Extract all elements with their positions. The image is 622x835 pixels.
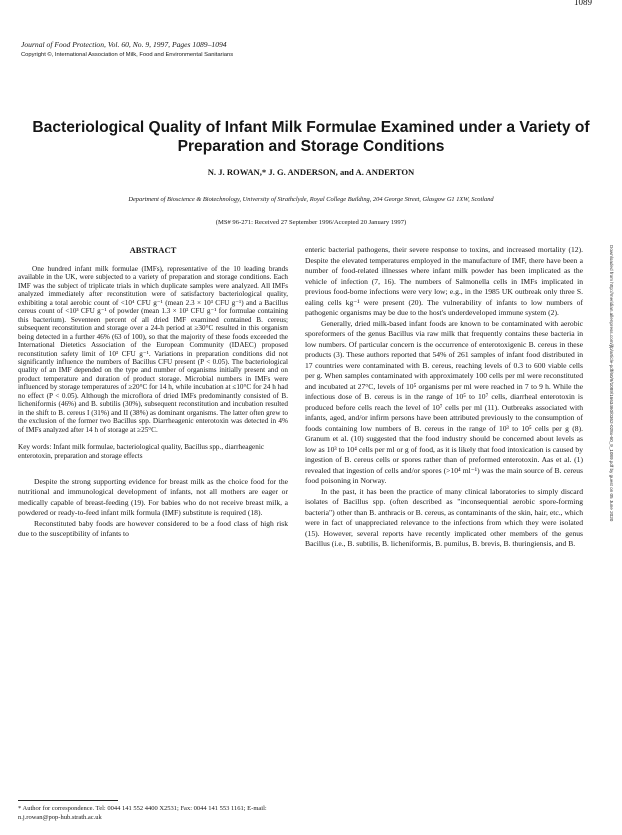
download-watermark: Downloaded from http://meridian.allenpress.com/jfp/article-pdf/60/9/1089/1663460/0362-028x-60_9_1089.pdf by guest on 05 June 2020 (609, 245, 614, 522)
body-paragraph: Despite the strong supporting evidence for breast milk as the choice food for the nutritional and immunological development of infants, not all mothers are eager or medically capable of breast-feeding (19). For babies who do not receive breast milk, a powdered or ready-to-feed infant milk formula (IMF) substitute is required (18). (18, 476, 288, 518)
footnote-rule (18, 800, 118, 801)
left-column (18, 245, 288, 540)
body-paragraph: enteric bacterial pathogens, their severe response to toxins, and increased mortality (12). Despite the elevated temperatures employed in the manufacture of IMF, there have been a number of food-related illnesses where infant milk powder has been implicated as the vehicle of infection (7, 16). The numbers of Salmonella cells in IMFs implicated in previous food-borne infections were very low; e.g., in the 1985 UK outbreak only three S. ealing cells kg⁻¹ were present (20). The vulnerability of infants to low numbers of pathogenic organisms may be due to the host's underdeveloped immune system (2). (305, 245, 583, 317)
footnote-area (18, 800, 288, 822)
journal-citation: Journal of Food Protection, Vol. 60, No. 9, 1997, Pages 1089–1094 (21, 40, 227, 49)
corresponding-author-footnote: * Author for correspondence. Tel: 0044 141 552 4400 X2531; Fax: 0044 141 553 1161; E-mail: n.j.rowan@pop-hub.strath.ac.uk (18, 805, 267, 821)
keywords: Key words: Infant milk formulae, bacteriological quality, Bacillus spp., diarrheagenic enterotoxin, preparation and storage effects (18, 443, 265, 460)
author-list: N. J. ROWAN,* J. G. ANDERSON, and A. ANDERTON (207, 167, 415, 177)
body-paragraph: Generally, dried milk-based infant foods are known to be contaminated with aerobic sporeformers of the genus Bacillus via raw milk that frequently contains these bacteria in low numbers. Of particular concern is the occurrence of enterotoxigenic B. cereus in these products (3). These authors reported that 54% of 261 samples of infant food distributed in 17 countries were contaminated with B. cereus, reaching levels of 0.3 to 600 viable cells per g. When samples contaminated with approximately 100 cells per ml were reconstituted and incubated at 27°C, levels of 10⁵ organisms per ml were reached in 7 to 9 h. While the infectious dose of B. cereus is in the range of 10⁵ to 10⁷ cells, diarrheal enterotoxin is produced before cells reach the level of 10⁷ cells per ml (11). Outbreaks associated with infants, aged, and/or infirm persons have been attributed previously to the consumption of foods containing low numbers of B. cereus in the range of 10³ to 10⁵ cells per g (8). Granum et al. (10) suggested that the food industry should be concerned about levels as low as 10³ to 10⁴ cells per ml or g of food, as it is likely that food intoxication is caused by ingestion of B. cereus cells or spores rather than of preformed enterotoxin. Aas et al. (1) revealed that ingestion of cells and/or spores (>10⁴ ml⁻¹) was the main source of B. cereus food poisoning in Norway. (305, 318, 583, 485)
manuscript-dates: (MS# 96-271: Received 27 September 1996/Accepted 20 January 1997) (215, 219, 407, 226)
body-paragraph: In the past, it has been the practice of many clinical laboratories to simply discard isolates of Bacillus spp. (often described as "inconsequential aerobic spore-forming bacteria") other than B. anthracis or B. cereus, as contaminants of the skin, hair, etc., which were in fact of unappreciated relevance to the infections from which they were isolated (15). However, several reports have recently implicated other members of the genus Bacillus (i.e., B. subtilis, B. licheniformis, B. pumilus, B. brevis, B. thuringiensis, and B. (305, 486, 583, 548)
abstract-text: One hundred infant milk formulae (IMFs), representative of the 10 leading brands available in the UK, were subjected to a variety of preparation and storage conditions. Each IMF was the subject of triplicate trials in which duplicate samples were analyzed. All IMFs analyzed immediately after reconstitution were of satisfactory bacteriological quality, exhibiting a total aerobic count of <10⁴ CFU g⁻¹ (mean 2.3 × 10³ CFU g⁻¹) and a Bacillus cereus count of <10³ CFU g⁻¹ of powder (mean 1.3 × 10² CFU g⁻¹ for formulae containing this bacterium). Seventeen percent of all dried IMF examined contained B. cereus; subsequent reconstitution and storage over a 24-h period at ≥30°C resulted in this organism being detected in a further 46% (63 of 100), so that the majority of these foods exceeded the International Dietetics Association of the European Community (IDAEC) proposed reconstitution safety limit of 10³ CFU g⁻¹. Variations in preparation conditions did not significantly influence the numbers of Bacillus CFU present (P < 0.05). The bacteriological quality of an IMF depended on the type and number of organisms initially present and on product temperature and duration of product storage. Microbial numbers in IMFs were influenced by storage temperatures of ≥20°C for 14 h, while incubation at ≤10°C for 24 h had no effect (P < 0.05). Although the microflora of dried IMFs predominantly consisted of B. licheniformis (46%) and B. subtilis (30%), subsequent reconstitution and incubation resulted in the shift to B. cereus I (31%) and II (38%) as dominant organisms. The latter often grew to the exclusion of the former two Bacillus spp. Diarrheagenic enterotoxin was detected in 4% of IMFs analyzed after 14 h of storage at ≥25°C. (18, 265, 288, 434)
intro-left (18, 477, 288, 540)
right-column (305, 245, 583, 550)
body-paragraph: Reconstituted baby foods are however considered to be a food class of high risk due to the susceptibility of infants to (18, 518, 288, 539)
article-title: Bacteriological Quality of Infant Milk Formulae Examined under a Variety of Preparation and Storage Conditions (32, 119, 590, 155)
abstract-heading: ABSTRACT (129, 245, 177, 255)
copyright-line: Copyright ©, International Association of Milk, Food and Environmental Sanitarians (21, 52, 234, 58)
page-number: 1089 (574, 0, 592, 7)
author-affiliation: Department of Bioscience & Biotechnology, University of Strathclyde, Royal College Building, 204 George Street, Glasgow G1 1XW, Scotland (128, 196, 494, 203)
